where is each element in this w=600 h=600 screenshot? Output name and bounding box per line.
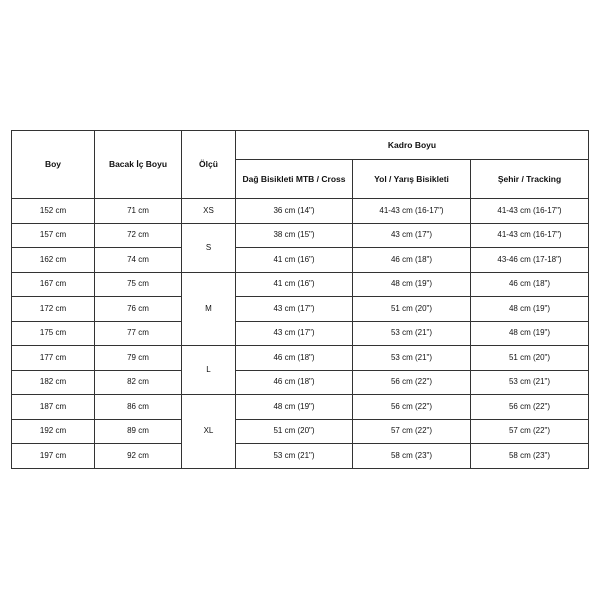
height-cell: 157 cm: [12, 223, 95, 248]
road-cell: 46 cm (18"): [353, 248, 471, 273]
header-size: Ölçü: [182, 131, 236, 199]
road-cell: 48 cm (19"): [353, 272, 471, 297]
height-cell: 162 cm: [12, 248, 95, 273]
table-row: [12, 321, 589, 346]
mtb-cell: 48 cm (19"): [236, 395, 353, 420]
city-cell: 53 cm (21"): [471, 370, 589, 395]
city-cell: 57 cm (22"): [471, 419, 589, 444]
bike-size-table: [11, 130, 589, 469]
height-cell: 197 cm: [12, 444, 95, 469]
city-cell: 51 cm (20"): [471, 346, 589, 371]
table-row: [12, 370, 589, 395]
table-row: [12, 272, 589, 297]
road-cell: 41-43 cm (16-17"): [353, 199, 471, 224]
size-cell: XS: [182, 199, 236, 224]
size-cell: M: [182, 272, 236, 346]
table-row: [12, 223, 589, 248]
mtb-cell: 43 cm (17"): [236, 297, 353, 322]
inseam-cell: 89 cm: [95, 419, 182, 444]
header-inseam: Bacak İç Boyu: [95, 131, 182, 199]
mtb-cell: 41 cm (16"): [236, 272, 353, 297]
city-cell: 56 cm (22"): [471, 395, 589, 420]
inseam-cell: 74 cm: [95, 248, 182, 273]
height-cell: 167 cm: [12, 272, 95, 297]
height-cell: 187 cm: [12, 395, 95, 420]
inseam-cell: 92 cm: [95, 444, 182, 469]
city-cell: 58 cm (23"): [471, 444, 589, 469]
header-height: Boy: [12, 131, 95, 199]
header-mtb: Dağ Bisikleti MTB / Cross: [236, 160, 353, 199]
inseam-cell: 72 cm: [95, 223, 182, 248]
mtb-cell: 38 cm (15"): [236, 223, 353, 248]
inseam-cell: 86 cm: [95, 395, 182, 420]
inseam-cell: 71 cm: [95, 199, 182, 224]
table-row: [12, 248, 589, 273]
header-city: Şehir / Tracking: [471, 160, 589, 199]
height-cell: 177 cm: [12, 346, 95, 371]
city-cell: 48 cm (19"): [471, 321, 589, 346]
height-cell: 192 cm: [12, 419, 95, 444]
header-frame-size: Kadro Boyu: [236, 131, 589, 160]
city-cell: 41-43 cm (16-17"): [471, 223, 589, 248]
mtb-cell: 43 cm (17"): [236, 321, 353, 346]
road-cell: 53 cm (21"): [353, 346, 471, 371]
mtb-cell: 46 cm (18"): [236, 370, 353, 395]
inseam-cell: 79 cm: [95, 346, 182, 371]
table-row: [12, 199, 589, 224]
size-cell: XL: [182, 395, 236, 469]
table-row: [12, 444, 589, 469]
city-cell: 46 cm (18"): [471, 272, 589, 297]
city-cell: 43-46 cm (17-18"): [471, 248, 589, 273]
mtb-cell: 46 cm (18"): [236, 346, 353, 371]
road-cell: 58 cm (23"): [353, 444, 471, 469]
height-cell: 152 cm: [12, 199, 95, 224]
table-row: [12, 297, 589, 322]
road-cell: 43 cm (17"): [353, 223, 471, 248]
city-cell: 41-43 cm (16-17"): [471, 199, 589, 224]
inseam-cell: 82 cm: [95, 370, 182, 395]
table-row: [12, 395, 589, 420]
road-cell: 56 cm (22"): [353, 395, 471, 420]
road-cell: 56 cm (22"): [353, 370, 471, 395]
road-cell: 51 cm (20"): [353, 297, 471, 322]
table-row: [12, 419, 589, 444]
road-cell: 53 cm (21"): [353, 321, 471, 346]
height-cell: 175 cm: [12, 321, 95, 346]
road-cell: 57 cm (22"): [353, 419, 471, 444]
header-road: Yol / Yarış Bisikleti: [353, 160, 471, 199]
city-cell: 48 cm (19"): [471, 297, 589, 322]
mtb-cell: 53 cm (21"): [236, 444, 353, 469]
size-cell: L: [182, 346, 236, 395]
inseam-cell: 75 cm: [95, 272, 182, 297]
size-cell: S: [182, 223, 236, 272]
mtb-cell: 51 cm (20"): [236, 419, 353, 444]
table-row: [12, 346, 589, 371]
height-cell: 182 cm: [12, 370, 95, 395]
inseam-cell: 76 cm: [95, 297, 182, 322]
height-cell: 172 cm: [12, 297, 95, 322]
inseam-cell: 77 cm: [95, 321, 182, 346]
mtb-cell: 41 cm (16"): [236, 248, 353, 273]
mtb-cell: 36 cm (14"): [236, 199, 353, 224]
